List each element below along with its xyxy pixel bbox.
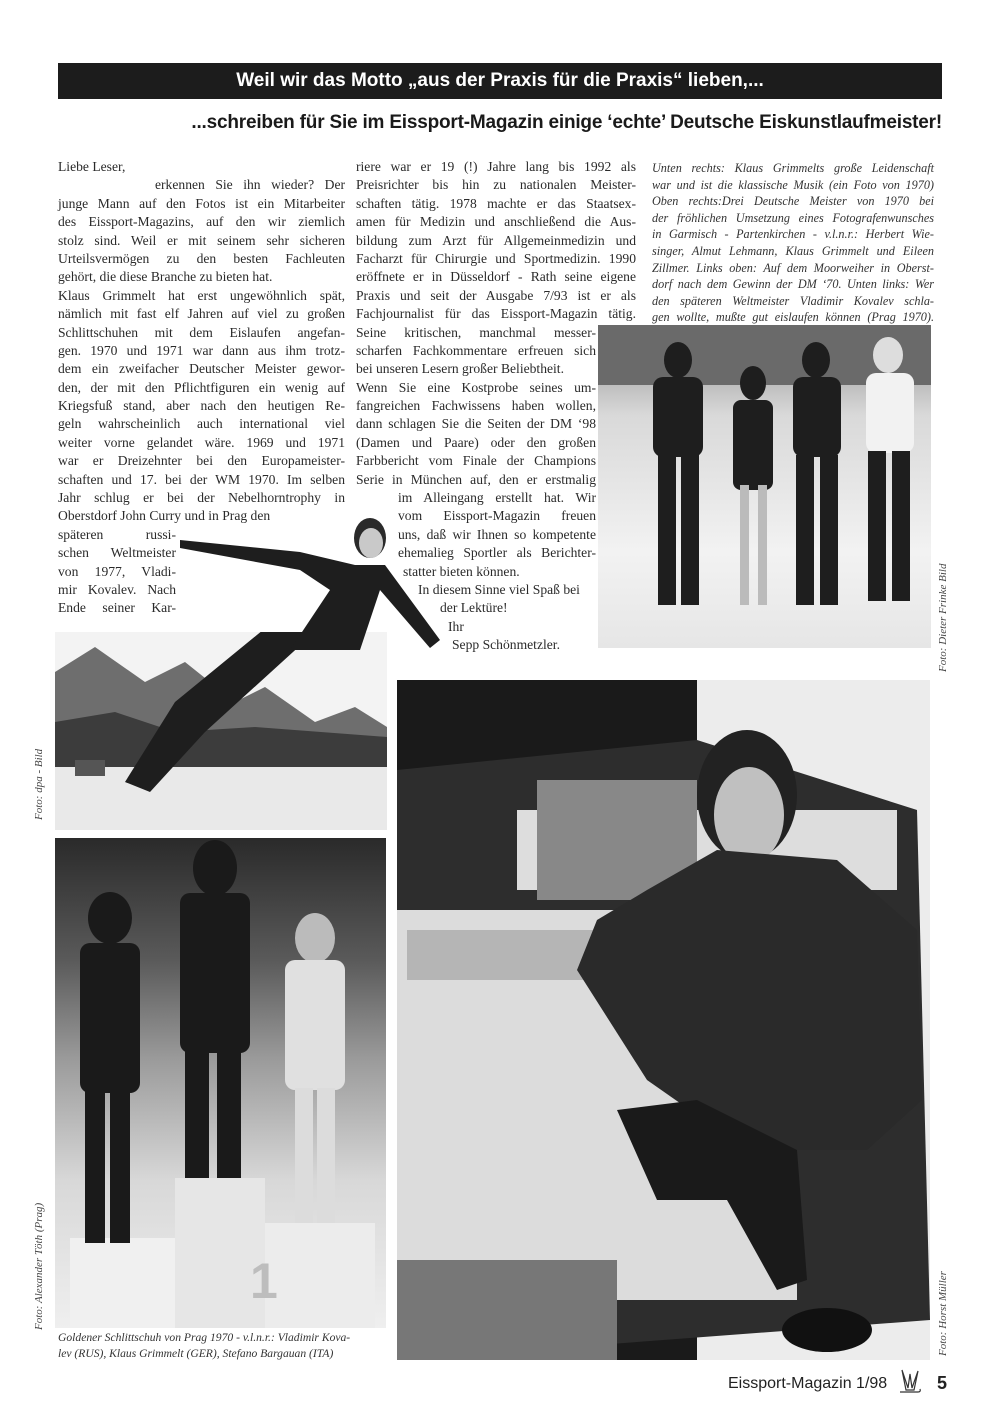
text-line: riere war er 19 (!) Jahre lang bis 1992 als xyxy=(356,159,636,174)
text-line: mir Kovalev. Nach xyxy=(58,581,176,597)
text-line: dann schlagen Sie die Seiten der DM ‘98 xyxy=(356,416,596,432)
photo-credit-skater: Foto: dpa - Bild xyxy=(33,748,45,820)
caption-line: der fröhlichen Umsetzung eines Fotografenwunsches xyxy=(652,210,934,225)
skate-logo-icon xyxy=(898,1368,922,1396)
text-line: bei unseren Lesern großer Beliebtheit. xyxy=(356,361,564,377)
text-line: Liebe Leser, xyxy=(58,159,126,174)
text-line: vom Eissport-Magazin freuen xyxy=(398,508,596,524)
photo-podium xyxy=(55,838,386,1328)
text-line: Wenn Sie eine Kostprobe seines um- xyxy=(356,379,596,395)
text-line: Schlittschuhen mit dem Eislaufen angefan- xyxy=(58,324,345,340)
text-line: Preisrichter bis hin zu nationalen Meister- xyxy=(356,177,636,193)
caption-line: war und ist die klassische Musik (ein Foto von 1970) xyxy=(652,177,934,192)
text-line: bildung zum Arzt für Allgemeinmedizin und xyxy=(356,232,636,248)
text-line: amen für Medizin und anschließend die Aus- xyxy=(356,214,636,230)
article-column-2 xyxy=(356,158,636,655)
text-line: Serie in München auf, den er erstmalig xyxy=(356,471,596,487)
text-line: dem ein zweifacher Deutscher Meister gewor- xyxy=(58,361,345,377)
text-line: Ihr xyxy=(448,618,464,634)
text-line: späteren russi- xyxy=(58,526,176,542)
text-line: Urteilsvermögen zu den besten Fachleuten xyxy=(58,250,345,266)
text-line: Farbbericht vom Finale der Champions xyxy=(356,453,596,469)
text-line: uns, daß wir Ihnen so kompetente xyxy=(398,526,596,542)
page-number: 5 xyxy=(937,1373,948,1393)
article-column-1 xyxy=(58,158,345,618)
text-line: statter bieten können. xyxy=(403,563,520,579)
text-line: Jahr schlug er bei der Nebelhorntrophy in xyxy=(58,490,345,506)
text-line: (Damen und Paare) oder den großen xyxy=(356,434,596,450)
text-line: ehemalieg Sportler als Berichter- xyxy=(398,545,596,561)
text-line: eröffnete er in Düsseldorf - Rath seine eigene xyxy=(356,269,636,285)
text-line: Ende seiner Kar- xyxy=(58,600,176,616)
text-line: schen Weltmeister xyxy=(58,545,176,561)
photo-credit-podium: Foto: Alexander Töth (Prag) xyxy=(33,1202,45,1330)
text-line: In diesem Sinne viel Spaß bei xyxy=(418,581,580,597)
caption-line: in Garmisch - Partenkirchen - v.l.n.r.: Herbert Wie- xyxy=(652,227,934,242)
text-line: junge Mann auf den Fotos ist ein Mitarbeiter xyxy=(58,195,345,211)
text-line: den, der mit den Pflichtfiguren ein wenig auf xyxy=(58,379,345,395)
text-line: stolz sind. Weil er mit seinem sehr sicheren xyxy=(58,232,345,248)
text-line: war er Dreizehnter bei den Europameister- xyxy=(58,453,345,469)
headline-banner: Weil wir das Motto „aus der Praxis für die Praxis“ lieben,... xyxy=(58,63,942,99)
caption-line: Unten rechts: Klaus Grimmelts große Leidenschaft xyxy=(652,161,934,175)
text-line: Oberstdorf John Curry und in Prag den xyxy=(58,508,271,524)
subheadline: ...schreiben für Sie im Eissport-Magazin einige ‘echte’ Deutsche Eiskunstlaufmeister! xyxy=(191,112,942,133)
text-line: Sepp Schönmetzler. xyxy=(452,637,560,653)
svg-text:1: 1 xyxy=(250,1253,278,1309)
text-line: des Eissport-Magazins, auf den wir ziemlich xyxy=(58,214,345,230)
text-line: nämlich mit fast elf Jahren auf viel zu großen xyxy=(58,306,345,322)
text-line: Kriegsfuß stand, aber nach den heutigen Re- xyxy=(58,398,345,414)
caption-line: singer, Almut Lehmann, Klaus Grimmelt und Eileen xyxy=(652,243,934,258)
text-line: erkennen Sie ihn wieder? Der xyxy=(155,177,345,193)
text-line: schaften tätig. 1978 machte er das Staatsex- xyxy=(356,195,636,211)
text-line: Seine kritischen, manchmal messer- xyxy=(356,324,596,340)
text-line: gen. 1970 und 1971 war dann aus ihm trotz- xyxy=(58,342,345,358)
text-line: von 1977, Vladi- xyxy=(58,563,176,579)
caption-line: Oben rechts:Drei Deutsche Meister von 1970 bei xyxy=(652,194,934,209)
caption-line: Goldener Schlittschuh von Prag 1970 - v.l.n.r.: Vladimir Kova- xyxy=(58,1331,351,1344)
text-line: der Lektüre! xyxy=(440,600,508,616)
text-line: weiter vorne gelandet wäre. 1969 und 1971 xyxy=(58,434,345,450)
text-line: im Alleingang erstellt hat. Wir xyxy=(398,490,596,506)
text-line: Klaus Grimmelt hat erst ungewöhnlich spät, xyxy=(58,287,345,303)
caption-line: Zillmer. Links oben: Auf dem Moorweiher in Oberst- xyxy=(652,260,934,275)
text-line: Fachjournalist für das Eissport-Magazin tätig. xyxy=(356,306,636,322)
caption-line: lev (RUS), Klaus Grimmelt (GER), Stefano Bargauan (ITA) xyxy=(58,1347,334,1360)
text-line: schaften und 17. bei der WM 1970. Im selben xyxy=(58,471,345,487)
text-line: geln wahrscheinlich auch international viel xyxy=(58,416,345,432)
text-line: Praxis und seit der Ausgabe 7/93 ist er als xyxy=(356,287,636,303)
photo-captions xyxy=(652,160,934,326)
photo-three-champions xyxy=(598,325,931,648)
text-line: Facharzt für Chirurgie und Sportmedizin. 1990 xyxy=(356,250,636,266)
photo-skater-lake xyxy=(55,632,387,830)
caption-line: gen wollte, mußte gut eislaufen können (Prag 1970). xyxy=(652,310,934,325)
caption-line: dorf nach dem Gewinn der DM ‘70. Unten links: Wer xyxy=(652,277,934,292)
podium-caption xyxy=(58,1330,388,1362)
photo-stereo xyxy=(397,680,930,1360)
text-line: gehört, die diese Branche zu bieten hat. xyxy=(58,269,273,285)
photo-credit-top-right: Foto: Dieter Frinke Bild xyxy=(937,563,949,672)
text-line: fangreichen Fachwissens haben wollen, xyxy=(356,398,596,414)
text-line: scharfen Fachkommentare erfreuen sich xyxy=(356,342,596,358)
magazine-issue: Eissport-Magazin 1/98 xyxy=(728,1375,888,1392)
photo-credit-music: Foto: Horst Müller xyxy=(937,1271,949,1356)
caption-line: den späteren Weltmeister Vladimir Kovalev schla- xyxy=(652,293,934,308)
